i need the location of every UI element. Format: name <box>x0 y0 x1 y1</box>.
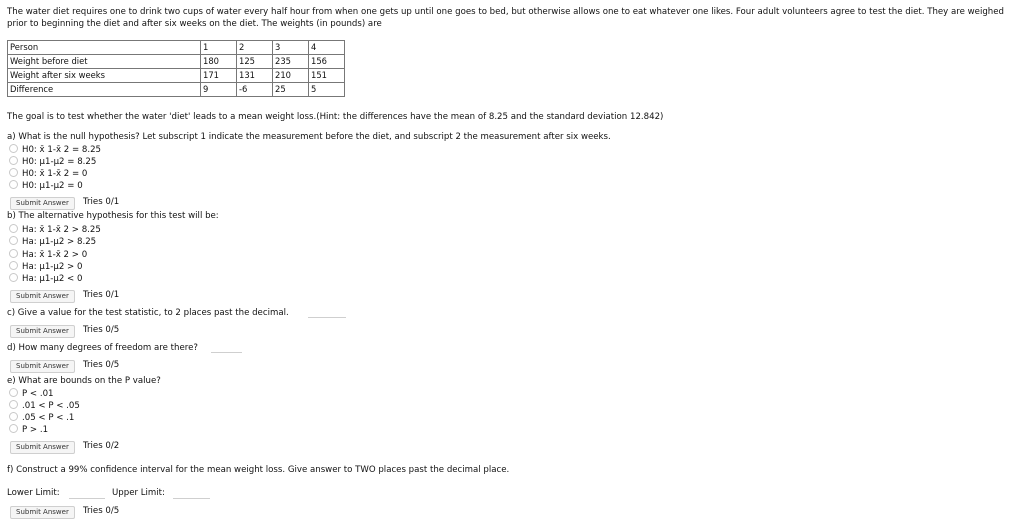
radio-icon[interactable] <box>9 156 18 165</box>
test-statistic-input[interactable] <box>308 306 346 318</box>
table-row <box>8 83 345 97</box>
option-e-2[interactable] <box>9 400 80 410</box>
table-cell: 180 <box>201 55 237 69</box>
radio-icon[interactable] <box>9 236 18 245</box>
problem-intro: The water diet requires one to drink two cups of water every half hour from when one gets up until one goes to bed, but otherwise allows one to eat whatever one likes. Four adult volunteers agree to test the diet. They are weighed prior to beginning the diet and after six weeks on the diet. The weights (in pounds) are <box>7 7 1004 29</box>
submit-button-f[interactable]: Submit Answer <box>10 506 75 519</box>
radio-icon[interactable] <box>9 412 18 421</box>
option-label: H0: x̄ 1-x̄ 2 = 0 <box>22 169 88 179</box>
option-label: P > .1 <box>22 425 49 435</box>
question-d-text: d) How many degrees of freedom are there? <box>7 343 198 353</box>
table-cell: 1 <box>201 41 237 55</box>
row-label: Weight before diet <box>8 55 201 69</box>
radio-icon[interactable] <box>9 168 18 177</box>
question-c-text: c) Give a value for the test statistic, to 2 places past the decimal. <box>7 308 289 318</box>
question-f-text: f) Construct a 99% confidence interval for the mean weight loss. Give answer to TWO places past the decimal place. <box>7 465 510 475</box>
option-label: H0: μ1-μ2 = 0 <box>22 181 83 191</box>
option-label: .01 < P < .05 <box>22 401 80 411</box>
tries-a: Tries 0/1 <box>83 197 120 207</box>
option-b-2[interactable] <box>9 236 96 246</box>
tries-b: Tries 0/1 <box>83 290 120 300</box>
table-cell: 25 <box>273 83 309 97</box>
upper-limit-label: Upper Limit: <box>112 488 165 498</box>
option-label: P < .01 <box>22 389 54 399</box>
tries-c: Tries 0/5 <box>83 325 120 335</box>
table-row <box>8 41 345 55</box>
table-cell: 2 <box>237 41 273 55</box>
radio-icon[interactable] <box>9 261 18 270</box>
option-b-4[interactable] <box>9 261 82 271</box>
table-cell: 125 <box>237 55 273 69</box>
option-e-3[interactable] <box>9 412 74 422</box>
degrees-of-freedom-input[interactable] <box>211 341 242 353</box>
option-b-1[interactable] <box>9 224 101 234</box>
option-label: Ha: x̄ 1-x̄ 2 > 8.25 <box>22 225 101 235</box>
option-a-4[interactable] <box>9 180 83 190</box>
question-a-text: a) What is the null hypothesis? Let subscript 1 indicate the measurement before the diet, and subscript 2 the measurement after six weeks. <box>7 132 611 142</box>
option-label: H0: x̄ 1-x̄ 2 = 8.25 <box>22 145 102 155</box>
option-label: Ha: μ1-μ2 > 0 <box>22 262 83 272</box>
tries-d: Tries 0/5 <box>83 360 120 370</box>
table-cell: 4 <box>309 41 345 55</box>
radio-icon[interactable] <box>9 249 18 258</box>
radio-icon[interactable] <box>9 144 18 153</box>
submit-button-e[interactable]: Submit Answer <box>10 441 75 454</box>
row-label: Difference <box>8 83 201 97</box>
option-label: Ha: μ1-μ2 < 0 <box>22 274 83 284</box>
lower-limit-input[interactable] <box>69 487 105 499</box>
weights-table <box>7 40 345 97</box>
option-a-2[interactable] <box>9 156 96 166</box>
option-e-1[interactable] <box>9 388 54 398</box>
table-cell: 9 <box>201 83 237 97</box>
option-label: Ha: x̄ 1-x̄ 2 > 0 <box>22 250 88 260</box>
option-b-3[interactable] <box>9 249 87 259</box>
option-label: Ha: μ1-μ2 > 8.25 <box>22 237 97 247</box>
table-cell: 156 <box>309 55 345 69</box>
option-a-3[interactable] <box>9 168 87 178</box>
submit-button-a[interactable]: Submit Answer <box>10 197 75 210</box>
table-cell: 5 <box>309 83 345 97</box>
table-row <box>8 69 345 83</box>
table-cell: 131 <box>237 69 273 83</box>
radio-icon[interactable] <box>9 180 18 189</box>
radio-icon[interactable] <box>9 224 18 233</box>
row-label: Person <box>8 41 201 55</box>
tries-f: Tries 0/5 <box>83 506 120 516</box>
goal-text: The goal is to test whether the water 'diet' leads to a mean weight loss.(Hint: the differences have the mean of 8.25 and the standard deviation 12.842) <box>7 112 664 122</box>
submit-button-d[interactable]: Submit Answer <box>10 360 75 373</box>
row-label: Weight after six weeks <box>8 69 201 83</box>
radio-icon[interactable] <box>9 273 18 282</box>
option-label: .05 < P < .1 <box>22 413 75 423</box>
option-e-4[interactable] <box>9 424 48 434</box>
submit-button-c[interactable]: Submit Answer <box>10 325 75 338</box>
tries-e: Tries 0/2 <box>83 441 120 451</box>
upper-limit-input[interactable] <box>173 487 210 499</box>
table-cell: -6 <box>237 83 273 97</box>
table-cell: 171 <box>201 69 237 83</box>
option-b-5[interactable] <box>9 273 82 283</box>
table-cell: 3 <box>273 41 309 55</box>
question-b-text: b) The alternative hypothesis for this test will be: <box>7 211 219 221</box>
table-row <box>8 55 345 69</box>
option-a-1[interactable] <box>9 144 101 154</box>
submit-button-b[interactable]: Submit Answer <box>10 290 75 303</box>
lower-limit-label: Lower Limit: <box>7 488 60 498</box>
radio-icon[interactable] <box>9 388 18 397</box>
radio-icon[interactable] <box>9 400 18 409</box>
option-label: H0: μ1-μ2 = 8.25 <box>22 157 97 167</box>
question-e-text: e) What are bounds on the P value? <box>7 376 161 386</box>
table-cell: 235 <box>273 55 309 69</box>
radio-icon[interactable] <box>9 424 18 433</box>
table-cell: 151 <box>309 69 345 83</box>
table-cell: 210 <box>273 69 309 83</box>
